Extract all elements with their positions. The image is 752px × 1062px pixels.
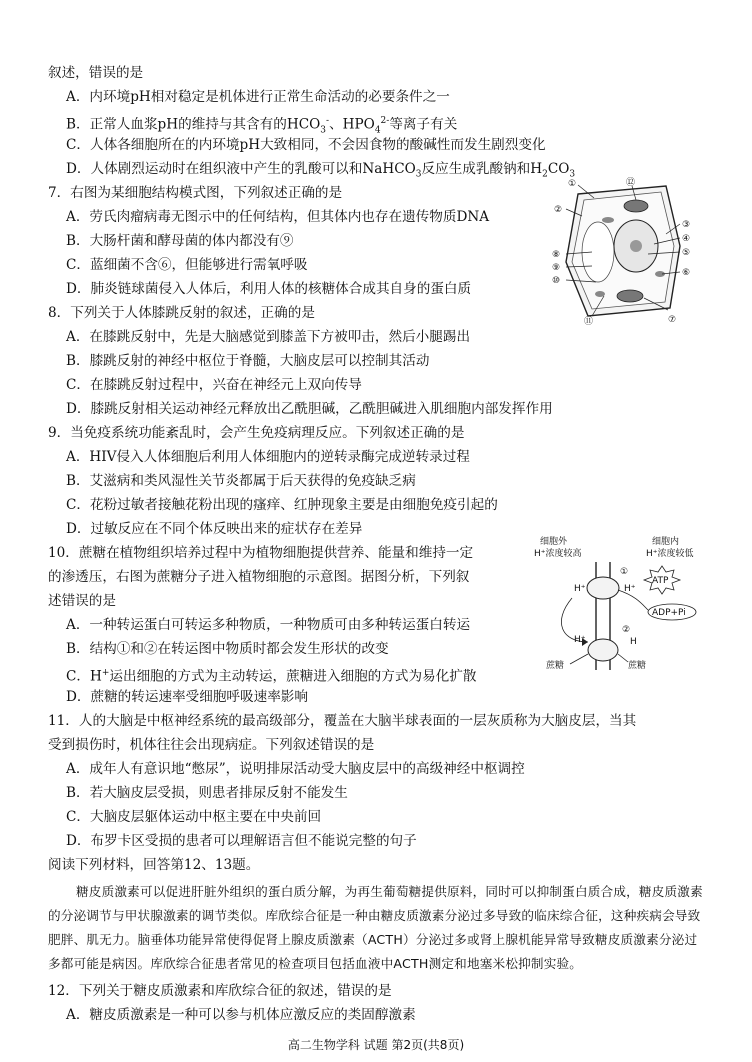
q8-option-b: B．膝跳反射的神经中枢位于脊髓，大脑皮层可以控制其活动 — [66, 353, 430, 369]
label-2: ② — [554, 205, 563, 215]
q10-option-b: B．结构①和②在转运图中物质时都会发生形状的改变 — [66, 641, 389, 657]
q9-option-d: D．过敏反应在不同个体反映出来的症状存在差异 — [66, 521, 363, 537]
inside-conc-label: H⁺浓度较低 — [646, 549, 694, 559]
q10-stem-line-1: 10．蔗糖在植物组织培养过程中为植物细胞提供营养、能量和维持一定 — [48, 545, 474, 561]
sucrose-inside-label: 蔗糖 — [628, 661, 647, 671]
inside-label: 细胞内 — [652, 537, 680, 547]
q7-option-d: D．肺炎链球菌侵入人体后，利用人体的核糖体合成其自身的蛋白质 — [66, 281, 472, 297]
outside-label: 细胞外 — [540, 537, 568, 547]
q8-option-d: D．膝跳反射相关运动神经元释放出乙酰胆碱，乙酰胆碱进入肌细胞内部发挥作用 — [66, 401, 553, 417]
q10-option-c: C．H+运出细胞的方式为主动转运，蔗糖进入细胞的方式为易化扩散 — [66, 668, 477, 685]
q11-stem-line-2: 受到损伤时，机体往往会出现病症。下列叙述错误的是 — [48, 737, 375, 753]
reading-intro: 阅读下列材料，回答第12、13题。 — [48, 857, 260, 873]
adp-label: ADP+Pi — [652, 608, 686, 618]
h-ion-out-2: H⁺ — [574, 635, 586, 645]
q7-option-b: B．大肠杆菌和酵母菌的体内都没有⑨ — [66, 233, 294, 249]
label-9: ⑨ — [552, 263, 561, 273]
structure-1-label: ① — [620, 567, 629, 577]
h-ion-in-1: H⁺ — [624, 584, 636, 594]
label-4: ④ — [682, 234, 691, 244]
q11-option-b: B．若大脑皮层受损，则患者排尿反射不能发生 — [66, 785, 348, 801]
q9-option-a: A．HIV侵入人体细胞后利用人体细胞内的逆转录酶完成逆转录过程 — [66, 449, 470, 465]
q8-option-c: C．在膝跳反射过程中，兴奋在神经元上双向传导 — [66, 377, 362, 393]
q12-stem: 12．下列关于糖皮质激素和库欣综合征的叙述，错误的是 — [48, 983, 392, 999]
q10-stem-line-2: 的渗透压，右图为蔗糖分子进入植物细胞的示意图。据图分析，下列叙 — [48, 569, 470, 585]
page-footer: 高二生物学科 试题 第2页(共8页) — [287, 1038, 465, 1052]
q11-stem-line-1: 11．人的大脑是中枢神经系统的最高级部分，覆盖在大脑半球表面的一层灰质称为大脑皮层，当其 — [48, 713, 637, 729]
sucrose-transport-diagram — [532, 532, 714, 672]
q10-option-d: D．蔗糖的转运速率受细胞呼吸速率影响 — [66, 689, 308, 705]
label-6: ⑥ — [682, 268, 691, 278]
label-3: ③ — [682, 220, 691, 230]
q7-option-a: A．劳氏肉瘤病毒无图示中的任何结构，但其体内也存在遗传物质DNA — [66, 209, 490, 225]
q10-option-a: A．一种转运蛋白可转运多种物质，一种物质可由多种转运蛋白转运 — [66, 617, 471, 633]
q11-option-d: D．布罗卡区受损的患者可以理解语言但不能说完整的句子 — [66, 833, 417, 849]
q9-stem: 9．当免疫系统功能紊乱时，会产生免疫病理反应。下列叙述正确的是 — [48, 425, 465, 441]
q6-option-b: B．正常人血浆pH的维持与其含有的$HCO_3^-$、$HPO_4^{2-}$等离子有关 — [66, 116, 458, 136]
sucrose-outside-label: 蔗糖 — [546, 661, 565, 671]
q10-stem-line-3: 述错误的是 — [48, 593, 116, 609]
q11-option-a: A．成年人有意识地“憋尿”，说明排尿活动受大脑皮层中的高级神经中枢调控 — [66, 761, 525, 777]
label-8: ⑧ — [552, 250, 561, 260]
atp-label: ATP — [652, 576, 669, 586]
q7-option-c: C．蓝细菌不含⑥，但能够进行需氧呼吸 — [66, 257, 308, 273]
q6-option-a: A．内环境pH相对稳定是机体进行正常生命活动的必要条件之一 — [66, 89, 450, 105]
q7-stem: 7．右图为某细胞结构模式图，下列叙述正确的是 — [48, 185, 343, 201]
q6-option-d: D．人体剧烈运动时在组织液中产生的乳酸可以和NaHCO$_3$反应生成乳酸钠和$H_2CO_3$ — [66, 161, 576, 180]
outside-conc-label: H⁺浓度较高 — [534, 549, 582, 559]
q8-stem: 8．下列关于人体膝跳反射的叙述，正确的是 — [48, 305, 315, 321]
label-7: ⑦ — [668, 315, 677, 325]
reading-passage: 糖皮质激素可以促进肝脏外组织的蛋白质分解，为再生葡萄糖提供原料，同时可以抑制蛋白质合成，糖皮质激素的分泌调节与甲状腺激素的调节类似。库欣综合征是一种由糖皮质激素分泌过多导致的临床综合征，这种疾病会导致肥胖、肌无力。脑垂体功能异常使得促肾上腺皮质激素（ACTH）分泌过多或肾上腺机能异常导致糖皮质激素分泌过多都可能是病因。库欣综合征患者常见的检查项目包括血液中ACTH测定和地塞米松抑制实验。 — [48, 884, 703, 971]
q6-stem-tail: 叙述，错误的是 — [48, 65, 144, 81]
label-12: ⑫ — [626, 178, 636, 188]
label-10: ⑩ — [552, 276, 561, 286]
q12-option-a: A．糖皮质激素是一种可以参与机体应激反应的类固醇激素 — [66, 1007, 416, 1023]
q8-option-a: A．在膝跳反射中，先是大脑感觉到膝盖下方被叩击，然后小腿踢出 — [66, 329, 471, 345]
h-ion-out-1: H⁺ — [574, 584, 586, 594]
q6-option-c: C．人体各细胞所在的内环境pH大致相同，不会因食物的酸碱性而发生剧烈变化 — [66, 137, 546, 153]
h-ion-in-2: H — [630, 637, 637, 647]
q9-option-b: B．艾滋病和类风湿性关节炎都属于后天获得的免疫缺乏病 — [66, 473, 416, 489]
structure-2-label: ② — [622, 625, 631, 635]
q11-option-c: C．大脑皮层躯体运动中枢主要在中央前回 — [66, 809, 322, 825]
label-1: ① — [568, 179, 577, 189]
label-11: ⑪ — [584, 317, 594, 326]
q9-option-c: C．花粉过敏者接触花粉出现的瘙痒、红肿现象主要是由细胞免疫引起的 — [66, 497, 498, 513]
plant-cell-diagram — [548, 176, 698, 326]
label-5: ⑤ — [682, 248, 691, 258]
